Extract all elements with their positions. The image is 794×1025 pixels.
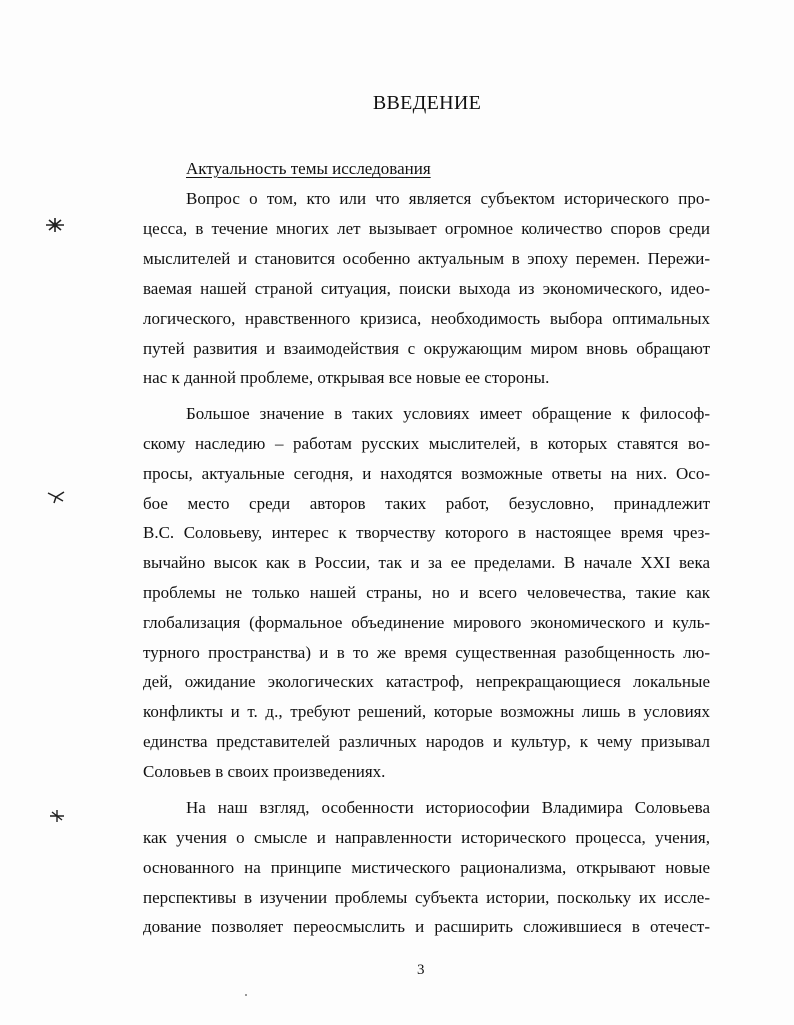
text-line: нас к данной проблеме, открывая все новые ее стороны. bbox=[143, 368, 550, 387]
text-line: просы, актуальные сегодня, и находятся возможные ответы на них. Осо- bbox=[143, 464, 710, 483]
text-line: конфликты и т. д., требуют решений, которые возможны лишь в условиях bbox=[143, 702, 710, 721]
text-line: дей, ожидание экологических катастроф, непрекращающиеся локальные bbox=[143, 672, 710, 691]
section-heading: Актуальность темы исследования bbox=[186, 159, 431, 178]
page-number: 3 bbox=[417, 962, 425, 978]
text-line: турного пространства) и в то же время существенная разобщенность лю- bbox=[143, 643, 710, 662]
text-line: основанного на принципе мистического рационализма, открывают новые bbox=[143, 858, 710, 877]
text-line: Вопрос о том, кто или что является субъектом исторического про- bbox=[186, 189, 710, 208]
text-line: логического, нравственного кризиса, необходимость выбора оптимальных bbox=[143, 309, 710, 328]
text-line: бое место среди авторов таких работ, безусловно, принадлежит bbox=[143, 494, 710, 513]
margin-mark-icon bbox=[46, 489, 66, 505]
text-line: путей развития и взаимодействия с окружающим миром вновь обращают bbox=[143, 339, 710, 358]
text-line: как учения о смысле и направленности исторического процесса, учения, bbox=[143, 828, 710, 847]
text-line: В.С. Соловьеву, интерес к творчеству которого в настоящее время чрез- bbox=[143, 523, 710, 542]
text-line: ваемая нашей страной ситуация, поиски выхода из экономического, идео- bbox=[143, 279, 710, 298]
margin-mark-icon bbox=[48, 808, 66, 824]
text-line: На наш взгляд, особенности историософии Владимира Соловьева bbox=[186, 798, 710, 817]
page-title: ВВЕДЕНИЕ bbox=[372, 92, 482, 114]
text-line: цесса, в течение многих лет вызывает огромное количество споров среди bbox=[143, 219, 710, 238]
text-line: единства представителей различных народов и культур, к чему призывал bbox=[143, 732, 710, 751]
text-line: дование позволяет переосмыслить и расширить сложившиеся в отечест- bbox=[143, 917, 710, 936]
text-line: Соловьев в своих произведениях. bbox=[143, 762, 386, 781]
text-line: мыслителей и становится особенно актуальным в эпоху перемен. Пережи- bbox=[143, 249, 710, 268]
margin-mark-icon bbox=[44, 216, 66, 234]
text-line: глобализация (формальное объединение мирового экономического и куль- bbox=[143, 613, 710, 632]
text-line: проблемы не только нашей страны, но и всего человечества, такие как bbox=[143, 583, 710, 602]
scan-speck bbox=[245, 994, 247, 996]
text-line: Большое значение в таких условиях имеет обращение к философ- bbox=[186, 404, 710, 423]
text-line: скому наследию – работам русских мыслителей, в которых ставятся во- bbox=[143, 434, 710, 453]
text-line: перспективы в изучении проблемы субъекта истории, поскольку их иссле- bbox=[143, 888, 710, 907]
text-line: вычайно высок как в России, так и за ее пределами. В начале XXI века bbox=[143, 553, 710, 572]
